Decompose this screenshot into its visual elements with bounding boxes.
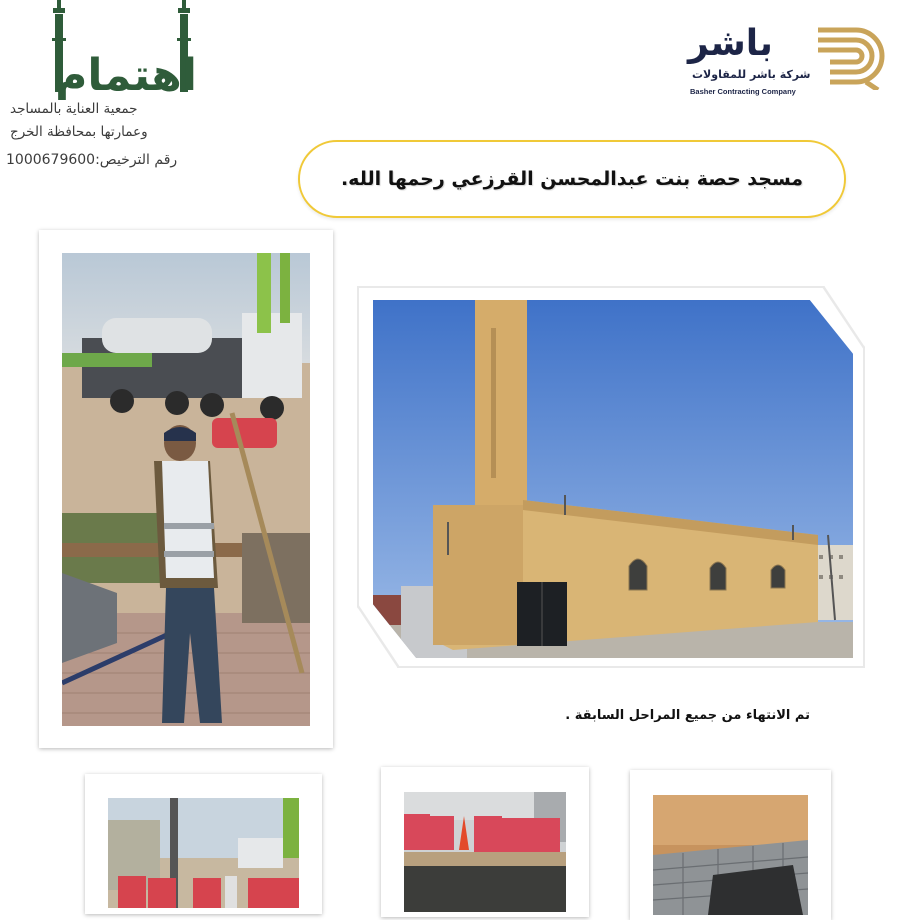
- worker-construction-photo: [62, 253, 310, 726]
- org-license: رقم الترخيص:1000679600: [6, 152, 178, 168]
- barriers-pit-photo: [404, 792, 566, 912]
- title-banner: [298, 140, 846, 218]
- contractor-mark-icon: [816, 24, 888, 90]
- photo-frame-worker: [39, 230, 333, 748]
- photo-frame-bottom-left: [85, 774, 322, 914]
- photo-frame-bottom-right: [630, 770, 831, 920]
- contractor-logo-text: باشر: [688, 23, 773, 64]
- org-name: جمعية العناية بالمساجد: [10, 101, 138, 117]
- site-barriers-photo: [108, 798, 299, 908]
- contractor-logo: [688, 22, 898, 104]
- photo-frame-mosque-border: [359, 288, 863, 666]
- photo-frame-mosque: [357, 286, 865, 668]
- org-logo-text: اهتمام: [55, 50, 197, 100]
- photo-frame-bottom-center: [381, 767, 589, 917]
- org-subtitle: وعمارتها بمحافظة الخرج: [10, 124, 148, 140]
- org-logo: [0, 0, 200, 180]
- block-masonry-pit-photo: [653, 795, 808, 915]
- contractor-name-ar: شركة باشر للمقاولات: [692, 68, 811, 81]
- completed-mosque-photo: [373, 300, 853, 658]
- status-caption: تم الانتهاء من جميع المراحل السابقة .: [565, 708, 810, 723]
- mosque-minaret-logo-icon: [8, 0, 198, 100]
- page-title: مسجد حصة بنت عبدالمحسن القرزعي رحمها الله.: [340, 168, 804, 190]
- contractor-name-en: Basher Contracting Company: [690, 87, 796, 96]
